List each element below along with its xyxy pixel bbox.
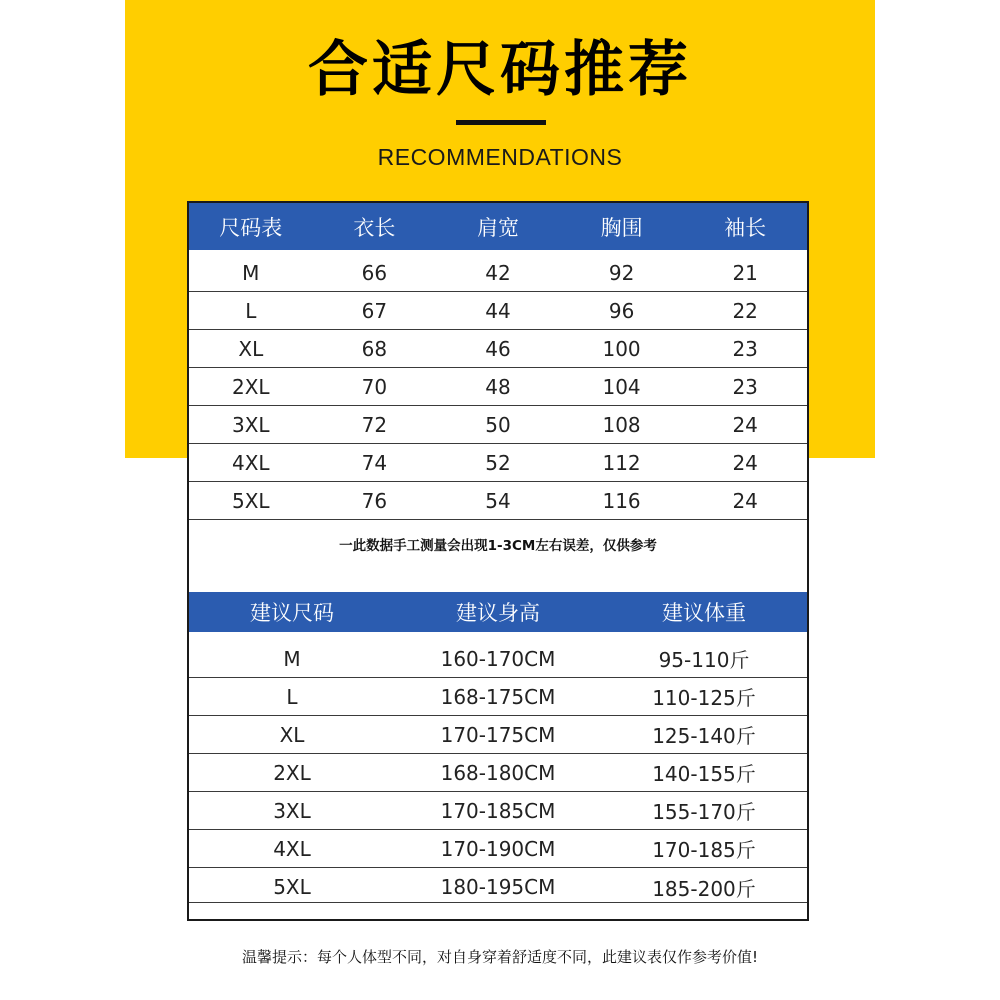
recommend-table-header-cell: 建议尺码 (250, 601, 334, 625)
page-subtitle: RECOMMENDATIONS (377, 144, 623, 170)
table-cell: 50 (485, 412, 511, 437)
table-bottom-divider (189, 902, 807, 903)
table-row (189, 292, 807, 330)
table-cell: 24 (732, 488, 758, 513)
table-cell: 74 (361, 450, 388, 475)
table-cell: 24 (732, 450, 758, 475)
table-row (189, 368, 807, 406)
table-cell: 110-125斤 (652, 686, 756, 710)
table-cell: 170-185CM (440, 798, 556, 823)
table-cell: 4XL (273, 836, 311, 861)
size-table-header (189, 203, 807, 250)
table-cell: 76 (361, 488, 388, 513)
table-cell: 54 (485, 488, 511, 513)
recommend-table-header-cell: 建议身高 (456, 601, 540, 625)
recommend-table-body (189, 640, 807, 906)
table-row (189, 830, 807, 868)
size-chart-card (187, 201, 809, 921)
table-cell: 5XL (232, 488, 270, 513)
table-cell: 22 (732, 298, 758, 323)
table-cell: 170-190CM (440, 836, 556, 861)
title-underline-divider (456, 120, 546, 125)
table-cell: 23 (732, 336, 758, 361)
table-cell: 180-195CM (440, 875, 556, 899)
table-row (189, 406, 807, 444)
table-cell: 5XL (273, 875, 311, 899)
table-cell: 52 (485, 450, 511, 475)
recommend-table-header (189, 592, 807, 632)
table-row (189, 330, 807, 368)
table-cell: 168-175CM (440, 684, 556, 709)
table-cell: 185-200斤 (652, 876, 756, 901)
table-cell: 46 (485, 336, 511, 361)
table-row (189, 678, 807, 716)
measurement-note: 一此数据手工测量会出现1-3CM左右误差，仅供参考 (339, 538, 657, 554)
table-cell: 168-180CM (440, 760, 556, 785)
table-cell: 21 (732, 260, 758, 285)
table-row (189, 868, 807, 906)
recommend-table-header-cell: 建议体重 (662, 601, 746, 625)
table-cell: L (245, 298, 257, 323)
table-cell: 108 (602, 412, 641, 437)
size-table-header-cell: 尺码表 (219, 215, 283, 240)
table-row (189, 482, 807, 520)
size-table-header-cell: 衣长 (353, 215, 396, 240)
table-row (189, 254, 807, 292)
table-cell: 96 (608, 298, 635, 323)
table-cell: XL (238, 336, 264, 361)
table-cell: 104 (602, 374, 641, 399)
table-cell: 44 (485, 298, 511, 323)
table-cell: 125-140斤 (652, 724, 756, 748)
table-cell: 66 (361, 260, 388, 285)
table-cell: 67 (361, 298, 388, 323)
table-row (189, 754, 807, 792)
table-row (189, 640, 807, 678)
size-table-header-cell: 袖长 (724, 215, 767, 240)
table-cell: 116 (602, 488, 641, 513)
table-cell: 95-110斤 (658, 648, 750, 672)
table-cell: 2XL (232, 374, 270, 399)
table-cell: 68 (361, 336, 388, 361)
table-cell: XL (279, 722, 305, 747)
table-cell: 3XL (232, 412, 270, 437)
table-cell: M (242, 260, 260, 285)
table-row (189, 444, 807, 482)
table-cell: 70 (361, 374, 388, 399)
table-cell: 112 (602, 450, 641, 475)
table-row (189, 716, 807, 754)
table-cell: 4XL (232, 450, 270, 475)
table-cell: 170-175CM (440, 722, 556, 747)
table-row (189, 792, 807, 830)
page-title: 合适尺码推荐 (308, 35, 692, 105)
table-cell: 155-170斤 (652, 800, 756, 824)
table-cell: 48 (485, 374, 511, 399)
footer-tip: 温馨提示：每个人体型不同，对自身穿着舒适度不同，此建议表仅作参考价值! (241, 948, 759, 966)
size-table-header-cell: 肩宽 (476, 215, 519, 240)
table-cell: 160-170CM (440, 646, 556, 671)
table-cell: 100 (602, 336, 641, 361)
table-cell: M (283, 646, 301, 671)
table-cell: 42 (485, 260, 511, 285)
table-cell: 2XL (273, 760, 311, 785)
table-cell: 170-185斤 (652, 838, 756, 862)
table-cell: 72 (361, 412, 388, 437)
table-cell: 140-155斤 (652, 762, 756, 786)
table-cell: 24 (732, 412, 758, 437)
size-table-body (189, 254, 807, 520)
size-table-header-cell: 胸围 (600, 215, 643, 240)
table-cell: 23 (732, 374, 758, 399)
table-cell: 92 (608, 260, 635, 285)
table-cell: L (286, 684, 298, 709)
table-cell: 3XL (273, 798, 311, 823)
